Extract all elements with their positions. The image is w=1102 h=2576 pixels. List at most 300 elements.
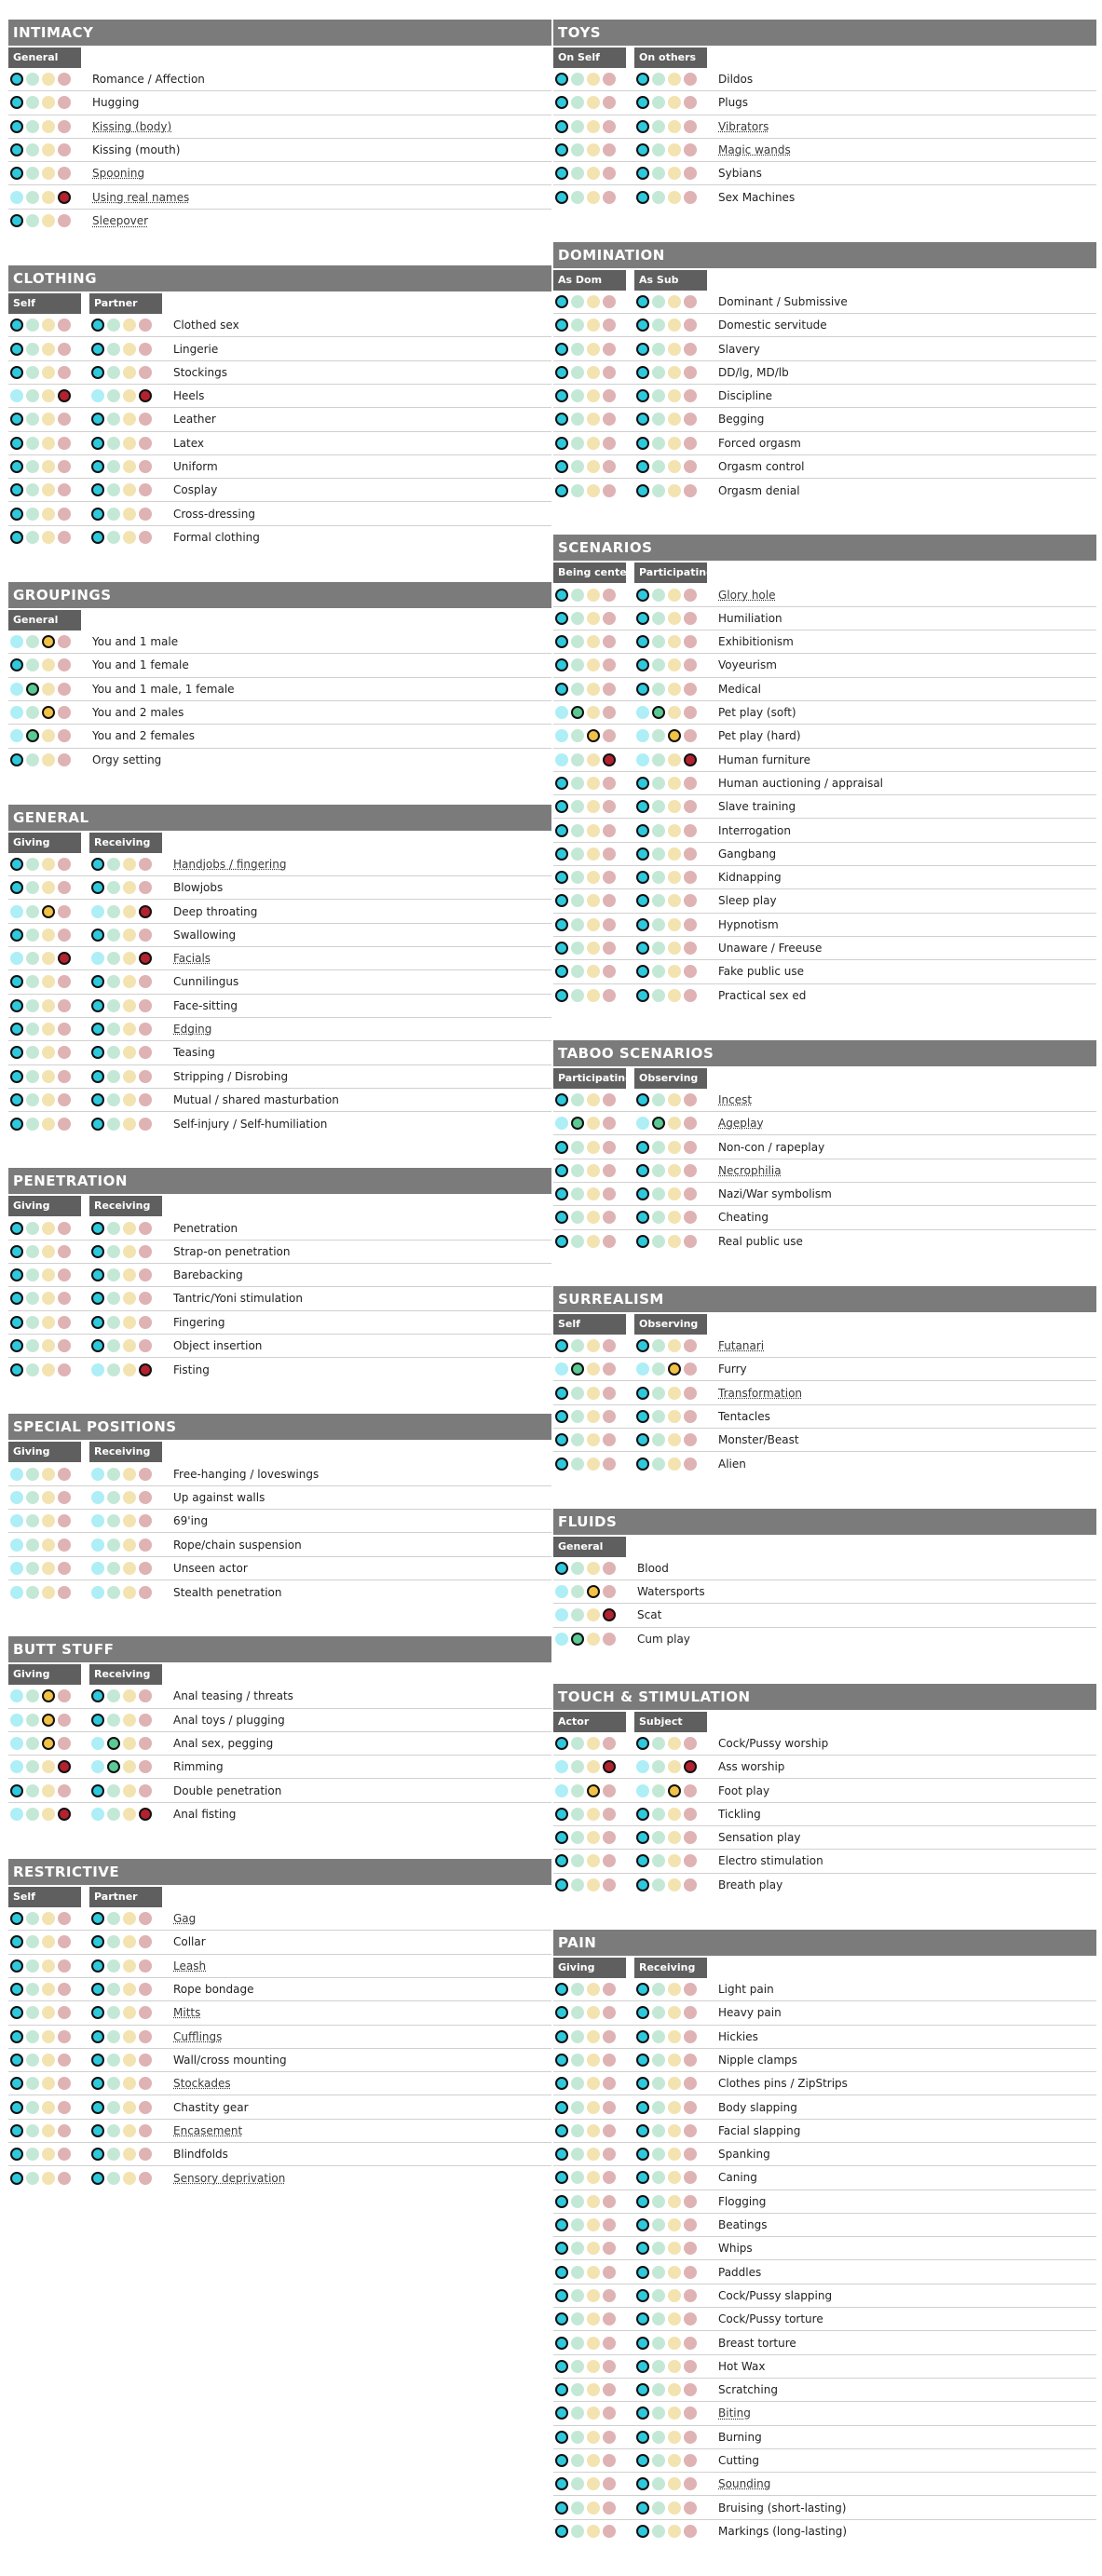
rating-dot-limit[interactable] — [58, 753, 71, 766]
rating-dot-okay[interactable] — [123, 1689, 136, 1702]
rating-dot-limit[interactable] — [684, 295, 697, 308]
rating-dot-limit[interactable] — [603, 1339, 616, 1352]
rating-dot-like[interactable] — [571, 437, 584, 450]
rating-dot-favorite[interactable] — [636, 2407, 649, 2420]
rating-dot-favorite[interactable] — [636, 2477, 649, 2490]
rating-dot-favorite[interactable] — [10, 975, 23, 988]
rating-dot-like[interactable] — [107, 2101, 120, 2114]
rating-dot-favorite[interactable] — [636, 706, 649, 719]
rating-dot-favorite[interactable] — [10, 1339, 23, 1352]
rating-dot-favorite[interactable] — [555, 1457, 568, 1471]
rating-dot-limit[interactable] — [58, 1737, 71, 1750]
rating-dot-like[interactable] — [26, 1222, 39, 1235]
rating-dot-favorite[interactable] — [555, 1854, 568, 1867]
rating-dot-like[interactable] — [571, 484, 584, 497]
rating-dot-like[interactable] — [26, 1912, 39, 1925]
rating-dot-limit[interactable] — [684, 777, 697, 790]
rating-dot-like[interactable] — [652, 2525, 665, 2538]
rating-dot-limit[interactable] — [684, 120, 697, 133]
rating-dot-okay[interactable] — [42, 706, 55, 719]
rating-dot-limit[interactable] — [603, 1585, 616, 1598]
rating-dot-like[interactable] — [107, 905, 120, 918]
rating-dot-favorite[interactable] — [10, 2077, 23, 2090]
rating-dot-limit[interactable] — [139, 389, 152, 402]
rating-dot-favorite[interactable] — [91, 1222, 104, 1235]
rating-dot-okay[interactable] — [668, 1164, 681, 1177]
rating-dot-okay[interactable] — [42, 483, 55, 496]
rating-dot-favorite[interactable] — [555, 2030, 568, 2043]
rating-dot-okay[interactable] — [587, 1093, 600, 1106]
rating-dot-limit[interactable] — [139, 1562, 152, 1575]
rating-dot-okay[interactable] — [668, 753, 681, 766]
rating-dot-limit[interactable] — [139, 2077, 152, 2090]
rating-dot-favorite[interactable] — [10, 1222, 23, 1235]
rating-dot-okay[interactable] — [587, 1760, 600, 1773]
rating-dot-favorite[interactable] — [555, 1562, 568, 1575]
rating-dot-favorite[interactable] — [636, 2171, 649, 2184]
rating-dot-favorite[interactable] — [636, 1433, 649, 1446]
rating-dot-okay[interactable] — [668, 2054, 681, 2067]
rating-dot-favorite[interactable] — [636, 2525, 649, 2538]
rating-dot-like[interactable] — [571, 1410, 584, 1423]
rating-dot-limit[interactable] — [58, 905, 71, 918]
rating-dot-favorite[interactable] — [10, 905, 23, 918]
rating-dot-okay[interactable] — [123, 905, 136, 918]
rating-dot-favorite[interactable] — [10, 143, 23, 156]
rating-dot-okay[interactable] — [42, 858, 55, 871]
rating-dot-like[interactable] — [26, 143, 39, 156]
rating-dot-limit[interactable] — [58, 319, 71, 332]
rating-dot-limit[interactable] — [603, 1141, 616, 1154]
rating-dot-okay[interactable] — [42, 389, 55, 402]
rating-dot-favorite[interactable] — [91, 1363, 104, 1376]
rating-dot-favorite[interactable] — [636, 800, 649, 813]
rating-dot-okay[interactable] — [587, 1235, 600, 1248]
rating-dot-okay[interactable] — [42, 214, 55, 227]
rating-dot-limit[interactable] — [139, 2054, 152, 2067]
rating-dot-okay[interactable] — [42, 1339, 55, 1352]
rating-dot-limit[interactable] — [603, 942, 616, 955]
rating-dot-limit[interactable] — [139, 1491, 152, 1504]
rating-dot-favorite[interactable] — [636, 753, 649, 766]
rating-dot-favorite[interactable] — [636, 460, 649, 473]
rating-dot-favorite[interactable] — [91, 929, 104, 942]
rating-dot-limit[interactable] — [58, 483, 71, 496]
rating-dot-like[interactable] — [652, 2431, 665, 2444]
rating-dot-limit[interactable] — [58, 437, 71, 450]
rating-dot-like[interactable] — [26, 1118, 39, 1131]
rating-dot-limit[interactable] — [684, 2360, 697, 2373]
rating-dot-favorite[interactable] — [555, 1363, 568, 1376]
rating-dot-limit[interactable] — [139, 952, 152, 965]
rating-dot-favorite[interactable] — [555, 1808, 568, 1821]
rating-dot-limit[interactable] — [684, 2407, 697, 2420]
rating-dot-limit[interactable] — [684, 753, 697, 766]
rating-dot-okay[interactable] — [668, 413, 681, 426]
rating-dot-like[interactable] — [652, 191, 665, 204]
rating-dot-favorite[interactable] — [10, 1046, 23, 1059]
rating-dot-favorite[interactable] — [91, 319, 104, 332]
rating-dot-favorite[interactable] — [636, 1187, 649, 1200]
rating-dot-like[interactable] — [26, 2172, 39, 2185]
rating-dot-favorite[interactable] — [555, 706, 568, 719]
rating-dot-okay[interactable] — [587, 2383, 600, 2396]
item-label[interactable]: Kissing (body) — [92, 119, 172, 133]
rating-dot-favorite[interactable] — [91, 1737, 104, 1750]
rating-dot-like[interactable] — [652, 1760, 665, 1773]
rating-dot-like[interactable] — [652, 1093, 665, 1106]
rating-dot-limit[interactable] — [684, 2477, 697, 2490]
rating-dot-limit[interactable] — [684, 1235, 697, 1248]
rating-dot-okay[interactable] — [123, 1514, 136, 1527]
rating-dot-okay[interactable] — [42, 1468, 55, 1481]
rating-dot-limit[interactable] — [139, 1539, 152, 1552]
rating-dot-limit[interactable] — [684, 612, 697, 625]
rating-dot-favorite[interactable] — [10, 96, 23, 109]
rating-dot-limit[interactable] — [684, 1784, 697, 1797]
rating-dot-like[interactable] — [26, 366, 39, 379]
rating-dot-okay[interactable] — [668, 1235, 681, 1248]
rating-dot-limit[interactable] — [684, 1187, 697, 1200]
rating-dot-limit[interactable] — [139, 1935, 152, 1948]
rating-dot-favorite[interactable] — [636, 389, 649, 402]
rating-dot-limit[interactable] — [58, 2148, 71, 2161]
rating-dot-okay[interactable] — [668, 1093, 681, 1106]
item-label[interactable]: Sensory deprivation — [173, 2171, 286, 2185]
item-label[interactable]: Magic wands — [718, 143, 791, 157]
rating-dot-okay[interactable] — [123, 437, 136, 450]
rating-dot-like[interactable] — [571, 589, 584, 602]
rating-dot-like[interactable] — [107, 1292, 120, 1305]
rating-dot-limit[interactable] — [603, 1562, 616, 1575]
rating-dot-limit[interactable] — [684, 484, 697, 497]
rating-dot-limit[interactable] — [684, 1387, 697, 1400]
rating-dot-okay[interactable] — [668, 847, 681, 861]
rating-dot-like[interactable] — [107, 881, 120, 894]
rating-dot-like[interactable] — [26, 531, 39, 544]
rating-dot-okay[interactable] — [587, 319, 600, 332]
rating-dot-like[interactable] — [652, 2148, 665, 2161]
rating-dot-limit[interactable] — [58, 120, 71, 133]
rating-dot-limit[interactable] — [58, 1046, 71, 1059]
rating-dot-okay[interactable] — [123, 1714, 136, 1727]
rating-dot-okay[interactable] — [587, 1141, 600, 1154]
rating-dot-okay[interactable] — [668, 437, 681, 450]
rating-dot-limit[interactable] — [603, 589, 616, 602]
rating-dot-like[interactable] — [107, 952, 120, 965]
rating-dot-limit[interactable] — [603, 1433, 616, 1446]
rating-dot-limit[interactable] — [684, 683, 697, 696]
rating-dot-okay[interactable] — [587, 2407, 600, 2420]
rating-dot-favorite[interactable] — [555, 2289, 568, 2302]
item-label[interactable]: Incest — [718, 1092, 753, 1106]
rating-dot-limit[interactable] — [58, 167, 71, 180]
rating-dot-like[interactable] — [652, 612, 665, 625]
rating-dot-okay[interactable] — [587, 2501, 600, 2515]
rating-dot-limit[interactable] — [603, 2477, 616, 2490]
rating-dot-limit[interactable] — [603, 1093, 616, 1106]
rating-dot-limit[interactable] — [58, 1586, 71, 1599]
rating-dot-limit[interactable] — [603, 1854, 616, 1867]
rating-dot-okay[interactable] — [123, 1737, 136, 1750]
rating-dot-like[interactable] — [107, 1784, 120, 1797]
rating-dot-favorite[interactable] — [91, 366, 104, 379]
rating-dot-okay[interactable] — [123, 1935, 136, 1948]
rating-dot-favorite[interactable] — [636, 2431, 649, 2444]
rating-dot-limit[interactable] — [139, 437, 152, 450]
rating-dot-okay[interactable] — [587, 96, 600, 109]
rating-dot-limit[interactable] — [603, 612, 616, 625]
rating-dot-like[interactable] — [652, 1433, 665, 1446]
rating-dot-favorite[interactable] — [10, 729, 23, 742]
rating-dot-favorite[interactable] — [555, 389, 568, 402]
rating-dot-like[interactable] — [571, 2148, 584, 2161]
rating-dot-like[interactable] — [26, 1689, 39, 1702]
rating-dot-okay[interactable] — [668, 2242, 681, 2255]
rating-dot-favorite[interactable] — [91, 905, 104, 918]
rating-dot-okay[interactable] — [42, 999, 55, 1012]
rating-dot-okay[interactable] — [42, 1363, 55, 1376]
rating-dot-okay[interactable] — [668, 96, 681, 109]
rating-dot-like[interactable] — [107, 1468, 120, 1481]
rating-dot-favorite[interactable] — [555, 143, 568, 156]
rating-dot-like[interactable] — [652, 1211, 665, 1224]
rating-dot-limit[interactable] — [603, 1457, 616, 1471]
rating-dot-like[interactable] — [571, 389, 584, 402]
rating-dot-okay[interactable] — [123, 1784, 136, 1797]
rating-dot-okay[interactable] — [668, 2101, 681, 2114]
rating-dot-like[interactable] — [26, 1245, 39, 1258]
rating-dot-okay[interactable] — [587, 120, 600, 133]
rating-dot-limit[interactable] — [139, 1737, 152, 1750]
rating-dot-limit[interactable] — [603, 1164, 616, 1177]
rating-dot-okay[interactable] — [668, 2218, 681, 2231]
rating-dot-limit[interactable] — [684, 1141, 697, 1154]
rating-dot-limit[interactable] — [603, 2431, 616, 2444]
rating-dot-like[interactable] — [652, 1387, 665, 1400]
rating-dot-okay[interactable] — [587, 2218, 600, 2231]
rating-dot-favorite[interactable] — [10, 413, 23, 426]
rating-dot-okay[interactable] — [587, 1457, 600, 1471]
rating-dot-like[interactable] — [571, 1831, 584, 1844]
rating-dot-okay[interactable] — [668, 1457, 681, 1471]
rating-dot-okay[interactable] — [587, 389, 600, 402]
rating-dot-okay[interactable] — [42, 73, 55, 86]
rating-dot-okay[interactable] — [123, 2124, 136, 2137]
rating-dot-limit[interactable] — [603, 2148, 616, 2161]
rating-dot-limit[interactable] — [684, 729, 697, 742]
rating-dot-like[interactable] — [652, 2501, 665, 2515]
rating-dot-like[interactable] — [107, 1912, 120, 1925]
rating-dot-like[interactable] — [652, 2054, 665, 2067]
rating-dot-favorite[interactable] — [555, 167, 568, 180]
rating-dot-okay[interactable] — [587, 2525, 600, 2538]
rating-dot-like[interactable] — [571, 2266, 584, 2279]
rating-dot-okay[interactable] — [123, 2172, 136, 2185]
rating-dot-like[interactable] — [26, 905, 39, 918]
rating-dot-like[interactable] — [26, 1586, 39, 1599]
rating-dot-limit[interactable] — [58, 881, 71, 894]
rating-dot-favorite[interactable] — [91, 1689, 104, 1702]
rating-dot-favorite[interactable] — [636, 965, 649, 978]
rating-dot-like[interactable] — [571, 2525, 584, 2538]
rating-dot-limit[interactable] — [684, 460, 697, 473]
rating-dot-favorite[interactable] — [91, 343, 104, 356]
rating-dot-okay[interactable] — [668, 389, 681, 402]
rating-dot-limit[interactable] — [58, 1689, 71, 1702]
rating-dot-favorite[interactable] — [636, 1235, 649, 1248]
rating-dot-limit[interactable] — [58, 1808, 71, 1821]
rating-dot-okay[interactable] — [668, 2407, 681, 2420]
rating-dot-limit[interactable] — [58, 2172, 71, 2185]
rating-dot-limit[interactable] — [139, 2148, 152, 2161]
rating-dot-favorite[interactable] — [555, 1737, 568, 1750]
rating-dot-okay[interactable] — [587, 2171, 600, 2184]
rating-dot-okay[interactable] — [123, 2054, 136, 2067]
rating-dot-okay[interactable] — [668, 1784, 681, 1797]
rating-dot-limit[interactable] — [58, 729, 71, 742]
rating-dot-like[interactable] — [107, 1562, 120, 1575]
rating-dot-limit[interactable] — [684, 1878, 697, 1891]
rating-dot-like[interactable] — [571, 847, 584, 861]
rating-dot-like[interactable] — [571, 2431, 584, 2444]
rating-dot-limit[interactable] — [139, 1292, 152, 1305]
rating-dot-favorite[interactable] — [10, 753, 23, 766]
rating-dot-limit[interactable] — [603, 847, 616, 861]
rating-dot-like[interactable] — [107, 1983, 120, 1996]
rating-dot-like[interactable] — [571, 120, 584, 133]
rating-dot-favorite[interactable] — [91, 1245, 104, 1258]
rating-dot-limit[interactable] — [58, 96, 71, 109]
rating-dot-limit[interactable] — [139, 460, 152, 473]
rating-dot-okay[interactable] — [42, 1316, 55, 1329]
rating-dot-like[interactable] — [571, 2477, 584, 2490]
rating-dot-okay[interactable] — [668, 612, 681, 625]
rating-dot-favorite[interactable] — [91, 1959, 104, 1973]
rating-dot-favorite[interactable] — [10, 1562, 23, 1575]
rating-dot-favorite[interactable] — [10, 531, 23, 544]
rating-dot-okay[interactable] — [42, 683, 55, 696]
rating-dot-limit[interactable] — [603, 918, 616, 931]
rating-dot-favorite[interactable] — [10, 1268, 23, 1281]
rating-dot-okay[interactable] — [42, 881, 55, 894]
rating-dot-limit[interactable] — [603, 2054, 616, 2067]
rating-dot-limit[interactable] — [139, 1245, 152, 1258]
rating-dot-okay[interactable] — [42, 343, 55, 356]
rating-dot-favorite[interactable] — [636, 2006, 649, 2019]
rating-dot-limit[interactable] — [58, 1316, 71, 1329]
rating-dot-limit[interactable] — [684, 2431, 697, 2444]
rating-dot-limit[interactable] — [139, 881, 152, 894]
rating-dot-limit[interactable] — [603, 1117, 616, 1130]
rating-dot-favorite[interactable] — [636, 589, 649, 602]
rating-dot-okay[interactable] — [668, 777, 681, 790]
rating-dot-okay[interactable] — [42, 729, 55, 742]
rating-dot-like[interactable] — [652, 1187, 665, 1200]
rating-dot-limit[interactable] — [684, 366, 697, 379]
rating-dot-okay[interactable] — [668, 2077, 681, 2090]
rating-dot-limit[interactable] — [58, 2077, 71, 2090]
rating-dot-okay[interactable] — [587, 2454, 600, 2467]
rating-dot-like[interactable] — [26, 413, 39, 426]
rating-dot-like[interactable] — [107, 1222, 120, 1235]
rating-dot-okay[interactable] — [587, 729, 600, 742]
rating-dot-favorite[interactable] — [636, 2360, 649, 2373]
rating-dot-favorite[interactable] — [555, 2266, 568, 2279]
rating-dot-favorite[interactable] — [636, 824, 649, 837]
rating-dot-okay[interactable] — [668, 1878, 681, 1891]
rating-dot-favorite[interactable] — [91, 1760, 104, 1773]
rating-dot-like[interactable] — [571, 1878, 584, 1891]
rating-dot-limit[interactable] — [139, 2172, 152, 2185]
rating-dot-favorite[interactable] — [636, 2054, 649, 2067]
rating-dot-limit[interactable] — [58, 1292, 71, 1305]
rating-dot-favorite[interactable] — [555, 1633, 568, 1646]
rating-dot-okay[interactable] — [42, 929, 55, 942]
rating-dot-limit[interactable] — [58, 366, 71, 379]
rating-dot-favorite[interactable] — [10, 658, 23, 671]
rating-dot-like[interactable] — [107, 1023, 120, 1036]
rating-dot-like[interactable] — [652, 1339, 665, 1352]
rating-dot-okay[interactable] — [668, 1387, 681, 1400]
rating-dot-like[interactable] — [26, 1093, 39, 1106]
rating-dot-favorite[interactable] — [636, 894, 649, 907]
rating-dot-limit[interactable] — [139, 1959, 152, 1973]
rating-dot-okay[interactable] — [42, 2172, 55, 2185]
rating-dot-like[interactable] — [107, 319, 120, 332]
rating-dot-okay[interactable] — [668, 2454, 681, 2467]
rating-dot-favorite[interactable] — [91, 1339, 104, 1352]
rating-dot-favorite[interactable] — [555, 460, 568, 473]
rating-dot-like[interactable] — [571, 918, 584, 931]
rating-dot-like[interactable] — [652, 2360, 665, 2373]
rating-dot-limit[interactable] — [139, 929, 152, 942]
rating-dot-like[interactable] — [107, 1363, 120, 1376]
rating-dot-favorite[interactable] — [636, 1831, 649, 1844]
rating-dot-like[interactable] — [652, 2218, 665, 2231]
rating-dot-favorite[interactable] — [636, 1141, 649, 1154]
rating-dot-okay[interactable] — [123, 1983, 136, 1996]
rating-dot-like[interactable] — [571, 942, 584, 955]
rating-dot-favorite[interactable] — [91, 2124, 104, 2137]
rating-dot-limit[interactable] — [684, 1983, 697, 1996]
rating-dot-like[interactable] — [571, 2101, 584, 2114]
rating-dot-limit[interactable] — [684, 2525, 697, 2538]
rating-dot-limit[interactable] — [58, 1491, 71, 1504]
rating-dot-favorite[interactable] — [555, 1878, 568, 1891]
rating-dot-okay[interactable] — [587, 2360, 600, 2373]
rating-dot-like[interactable] — [107, 1539, 120, 1552]
rating-dot-limit[interactable] — [684, 2266, 697, 2279]
rating-dot-favorite[interactable] — [555, 942, 568, 955]
rating-dot-limit[interactable] — [684, 1760, 697, 1773]
rating-dot-favorite[interactable] — [91, 1070, 104, 1083]
rating-dot-okay[interactable] — [668, 800, 681, 813]
rating-dot-like[interactable] — [107, 508, 120, 521]
rating-dot-like[interactable] — [571, 1633, 584, 1646]
rating-dot-okay[interactable] — [587, 167, 600, 180]
rating-dot-favorite[interactable] — [555, 1164, 568, 1177]
rating-dot-okay[interactable] — [42, 2077, 55, 2090]
item-label[interactable]: Stockades — [173, 2077, 231, 2091]
rating-dot-limit[interactable] — [603, 1760, 616, 1773]
rating-dot-limit[interactable] — [603, 2289, 616, 2302]
rating-dot-favorite[interactable] — [10, 1514, 23, 1527]
rating-dot-limit[interactable] — [58, 635, 71, 648]
rating-dot-favorite[interactable] — [10, 2124, 23, 2137]
rating-dot-okay[interactable] — [668, 343, 681, 356]
rating-dot-like[interactable] — [107, 1093, 120, 1106]
